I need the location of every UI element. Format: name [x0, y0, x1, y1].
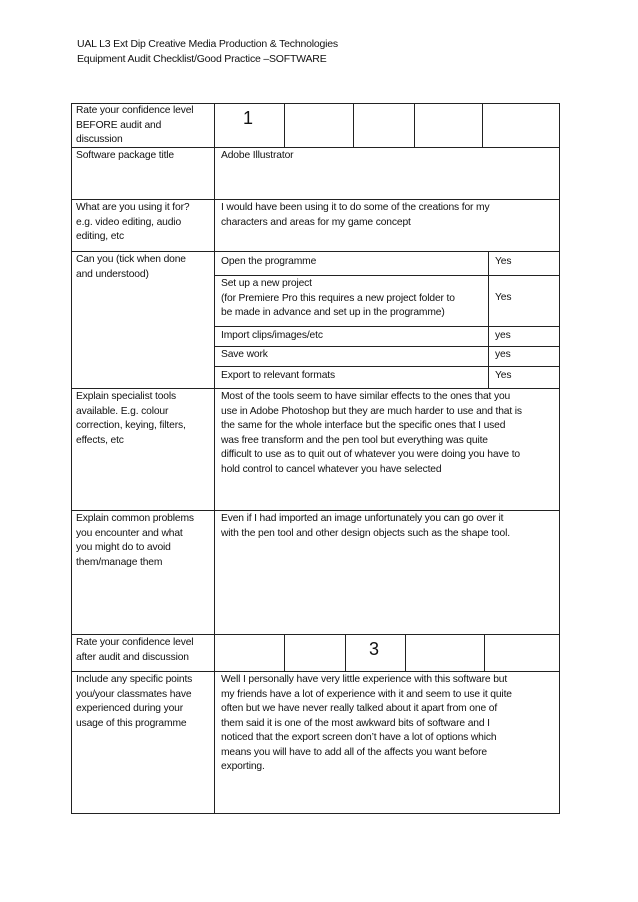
points-value: Well I personally have very little experience with this software but my friends have a lot of experience with it and seem to use it quite often but we have never really talked about it apart from one of them said it is one of the most awkward bits of software and I noticed that the export screen don’t have a lot of options which means you will have to add all of the affects you want before exporting.: [221, 674, 512, 772]
problems-label: Explain common problems you encounter and what you might do to avoid them/manage them: [76, 513, 194, 568]
tools-value: Most of the tools seem to have similar effects to the ones that you use in Adobe Photoshop but they are much harder to use and that is the same for the whole interface but the specific ones that I used was free transform and the pen tool but everything was quite difficult to use as to quit out of whatever you were doing you have to hold control to cancel whatever you have selected: [221, 391, 522, 475]
after-rating-cell-1[interactable]: [214, 634, 285, 672]
document-subtitle: Equipment Audit Checklist/Good Practice –SOFTWARE: [77, 53, 327, 65]
tick-export: Yes: [495, 370, 512, 381]
tick-import: yes: [495, 330, 511, 341]
usage-label: What are you using it for? e.g. video editing, audio editing, etc: [76, 202, 190, 242]
task-export: Export to relevant formats: [221, 370, 335, 381]
before-rating-cell-2[interactable]: [284, 103, 354, 148]
points-label: Include any specific points you/your classmates have experienced during your usage of this programme: [76, 674, 193, 729]
tick-save: yes: [495, 349, 511, 360]
task-import: Import clips/images/etc: [221, 330, 323, 341]
tick-open: Yes: [495, 256, 512, 267]
after-rating-cell-4[interactable]: [405, 634, 485, 672]
can-you-label: Can you (tick when done and understood): [76, 254, 186, 280]
after-rating-cell-2[interactable]: [284, 634, 346, 672]
task-open: Open the programme: [221, 256, 317, 267]
task-new-project: Set up a new project (for Premiere Pro this requires a new project folder to be made in advance and set up in the programme): [221, 278, 455, 318]
before-rating-cell-5[interactable]: [482, 103, 560, 148]
before-label: Rate your confidence level BEFORE audit and discussion: [76, 105, 194, 145]
after-rating-value: 3: [369, 639, 380, 659]
tools-label: Explain specialist tools available. E.g. colour correction, keying, filters, effects, etc: [76, 391, 186, 446]
tick-new-project: Yes: [495, 292, 512, 303]
package-value: Adobe Illustrator: [221, 150, 294, 161]
before-rating-value: 1: [243, 108, 254, 128]
usage-value: I would have been using it to do some of the creations for my characters and areas for my game concept: [221, 202, 490, 228]
after-label: Rate your confidence level after audit and discussion: [76, 637, 194, 663]
after-rating-cell-5[interactable]: [484, 634, 560, 672]
task-save: Save work: [221, 349, 268, 360]
document-title: UAL L3 Ext Dip Creative Media Production & Technologies: [77, 38, 338, 50]
package-label: Software package title: [76, 150, 175, 161]
problems-value: Even if I had imported an image unfortunately you can go over it with the pen tool and other design objects such as the shape tool.: [221, 513, 510, 539]
before-rating-cell-4[interactable]: [414, 103, 483, 148]
before-rating-cell-3[interactable]: [353, 103, 415, 148]
